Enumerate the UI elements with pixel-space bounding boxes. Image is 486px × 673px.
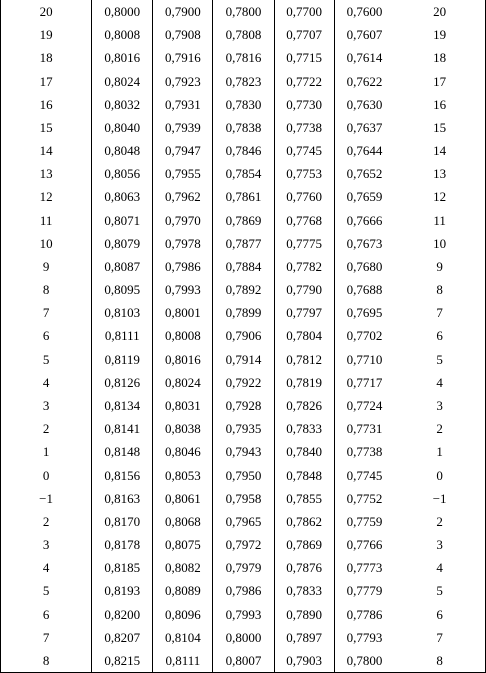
table-row [1, 649, 486, 673]
value-col-3: 0,7972 [213, 533, 274, 556]
row-label-right: 2 [436, 421, 443, 437]
value-col-5: 0,7652 [334, 162, 394, 185]
value-col-1: 0,8032 [92, 93, 153, 116]
table-row [1, 324, 486, 347]
value-col-3: 0,7928 [213, 394, 274, 417]
value-col-2: 0,7993 [153, 278, 213, 301]
value-col-5: 0,7607 [334, 23, 394, 46]
row-label-right: 8 [436, 282, 443, 298]
value-col-3: 0,7823 [213, 70, 274, 93]
row-label-left: 7 [42, 305, 50, 321]
row-label-left: 15 [39, 119, 53, 135]
table-row [1, 556, 486, 579]
value-col-3: 0,8007 [213, 649, 274, 673]
value-col-1: 0,8024 [92, 70, 153, 93]
row-label-right: 5 [436, 351, 443, 367]
row-label-right: 8 [436, 652, 443, 668]
row-label-right: 1 [436, 444, 443, 460]
row-label-right: 3 [436, 537, 443, 553]
row-label-right: 19 [433, 27, 447, 43]
value-col-4: 0,7775 [274, 232, 334, 255]
value-col-4: 0,7707 [274, 23, 334, 46]
value-col-4: 0,7804 [274, 324, 334, 347]
row-label-right: 9 [436, 258, 443, 274]
table-row [1, 93, 486, 116]
value-col-1: 0,8178 [92, 533, 153, 556]
table-row [1, 232, 486, 255]
row-label-right: 13 [433, 166, 447, 182]
row-label-left: 7 [42, 629, 50, 645]
value-col-5: 0,7702 [334, 324, 394, 347]
row-label-right: 11 [433, 212, 446, 228]
value-col-1: 0,8215 [92, 649, 153, 673]
row-label-left: 2 [42, 421, 50, 437]
value-col-4: 0,7897 [274, 626, 334, 649]
value-col-5: 0,7666 [334, 209, 394, 232]
row-label-left: 20 [39, 4, 53, 20]
row-label-right: 4 [436, 560, 443, 576]
value-col-3: 0,7950 [213, 463, 274, 486]
value-col-4: 0,7700 [274, 0, 334, 23]
table-row [1, 301, 486, 324]
table-row [1, 394, 486, 417]
value-col-5: 0,7680 [334, 255, 394, 278]
value-col-4: 0,7797 [274, 301, 334, 324]
row-label-left: 14 [39, 143, 53, 159]
row-label-right: 6 [436, 606, 443, 622]
value-col-4: 0,7833 [274, 417, 334, 440]
row-label-right: 12 [433, 189, 447, 205]
value-col-5: 0,7759 [334, 510, 394, 533]
value-col-1: 0,8170 [92, 510, 153, 533]
value-col-2: 0,8031 [153, 394, 213, 417]
value-col-5: 0,7688 [334, 278, 394, 301]
value-col-3: 0,7884 [213, 255, 274, 278]
row-label-right: 3 [436, 398, 443, 413]
value-col-3: 0,7869 [213, 209, 274, 232]
value-col-1: 0,8148 [92, 440, 153, 463]
value-col-5: 0,7659 [334, 185, 394, 208]
value-col-1: 0,8119 [92, 348, 153, 371]
row-label-left: 5 [42, 351, 50, 367]
row-label-left: 18 [39, 50, 53, 66]
row-label-left: 9 [42, 258, 50, 274]
value-col-5: 0,7600 [334, 0, 394, 23]
table-row [1, 487, 486, 510]
value-col-4: 0,7848 [274, 463, 334, 486]
value-col-2: 0,7986 [153, 255, 213, 278]
table-row [1, 0, 486, 23]
value-col-5: 0,7773 [334, 556, 394, 579]
row-label-left: 0 [42, 467, 50, 483]
value-col-3: 0,7816 [213, 46, 274, 69]
value-col-4: 0,7869 [274, 533, 334, 556]
value-col-3: 0,7914 [213, 348, 274, 371]
row-label-left: −1 [39, 490, 54, 506]
value-col-3: 0,7892 [213, 278, 274, 301]
value-col-1: 0,8071 [92, 209, 153, 232]
value-col-1: 0,8103 [92, 301, 153, 324]
value-col-4: 0,7903 [274, 649, 334, 673]
value-col-2: 0,8089 [153, 579, 213, 602]
value-col-5: 0,7731 [334, 417, 394, 440]
value-col-2: 0,7923 [153, 70, 213, 93]
value-col-3: 0,7935 [213, 417, 274, 440]
value-col-3: 0,7958 [213, 487, 274, 510]
value-col-1: 0,8185 [92, 556, 153, 579]
value-col-3: 0,7993 [213, 602, 274, 625]
value-col-4: 0,7715 [274, 46, 334, 69]
value-col-5: 0,7766 [334, 533, 394, 556]
table-row [1, 417, 486, 440]
row-label-right: 10 [433, 235, 447, 251]
row-label-left: 11 [39, 212, 53, 228]
value-col-1: 0,8134 [92, 394, 153, 417]
value-col-5: 0,7779 [334, 579, 394, 602]
value-col-4: 0,7790 [274, 278, 334, 301]
value-col-2: 0,7931 [153, 93, 213, 116]
value-col-2: 0,8038 [153, 417, 213, 440]
row-label-right: 18 [433, 50, 447, 66]
table-row [1, 626, 486, 649]
table-row [1, 185, 486, 208]
row-label-right: 7 [436, 629, 443, 645]
value-col-5: 0,7745 [334, 463, 394, 486]
value-col-3: 0,7838 [213, 116, 274, 139]
value-col-2: 0,8111 [153, 649, 213, 673]
value-col-1: 0,8163 [92, 487, 153, 510]
value-col-4: 0,7819 [274, 371, 334, 394]
table-row [1, 139, 486, 162]
row-label-right: −1 [432, 490, 447, 506]
value-col-1: 0,8016 [92, 46, 153, 69]
table-row [1, 46, 486, 69]
row-label-right: 4 [436, 374, 443, 390]
row-label-left: 8 [42, 282, 50, 298]
value-col-2: 0,8001 [153, 301, 213, 324]
value-col-3: 0,7965 [213, 510, 274, 533]
value-col-2: 0,8046 [153, 440, 213, 463]
value-col-3: 0,7943 [213, 440, 274, 463]
row-label-left: 1 [42, 444, 50, 460]
value-col-3: 0,7986 [213, 579, 274, 602]
value-col-2: 0,7962 [153, 185, 213, 208]
table-row [1, 371, 486, 394]
value-col-1: 0,8063 [92, 185, 153, 208]
value-col-2: 0,7900 [153, 0, 213, 23]
value-col-1: 0,8193 [92, 579, 153, 602]
value-col-4: 0,7840 [274, 440, 334, 463]
row-label-right: 2 [436, 513, 443, 529]
table-row [1, 440, 486, 463]
value-col-3: 0,7861 [213, 185, 274, 208]
row-label-left: 4 [42, 560, 50, 576]
value-col-1: 0,8079 [92, 232, 153, 255]
value-col-2: 0,7947 [153, 139, 213, 162]
row-label-left: 3 [42, 537, 50, 553]
value-col-4: 0,7876 [274, 556, 334, 579]
table-row [1, 116, 486, 139]
row-label-right: 20 [433, 4, 447, 20]
value-col-2: 0,8075 [153, 533, 213, 556]
value-col-3: 0,7830 [213, 93, 274, 116]
value-col-1: 0,8087 [92, 255, 153, 278]
value-col-1: 0,8111 [92, 324, 153, 347]
value-col-2: 0,8061 [153, 487, 213, 510]
value-col-5: 0,7695 [334, 301, 394, 324]
table-row [1, 348, 486, 371]
value-col-2: 0,7970 [153, 209, 213, 232]
row-label-left: 4 [42, 374, 50, 390]
value-col-4: 0,7812 [274, 348, 334, 371]
table-row [1, 579, 486, 602]
row-label-left: 16 [39, 96, 53, 112]
value-col-5: 0,7752 [334, 487, 394, 510]
table-row [1, 70, 486, 93]
value-col-1: 0,8040 [92, 116, 153, 139]
value-col-2: 0,8082 [153, 556, 213, 579]
value-col-5: 0,7793 [334, 626, 394, 649]
value-col-2: 0,8104 [153, 626, 213, 649]
value-col-5: 0,7622 [334, 70, 394, 93]
value-col-1: 0,8126 [92, 371, 153, 394]
value-col-4: 0,7738 [274, 116, 334, 139]
row-label-left: 17 [39, 73, 53, 89]
row-label-left: 6 [42, 606, 50, 622]
value-col-2: 0,8008 [153, 324, 213, 347]
value-col-1: 0,8156 [92, 463, 153, 486]
row-label-left: 12 [39, 189, 53, 205]
value-col-1: 0,8000 [92, 0, 153, 23]
value-col-5: 0,7630 [334, 93, 394, 116]
value-col-3: 0,7877 [213, 232, 274, 255]
value-col-3: 0,7899 [213, 301, 274, 324]
value-col-5: 0,7717 [334, 371, 394, 394]
value-col-4: 0,7782 [274, 255, 334, 278]
value-col-5: 0,7637 [334, 116, 394, 139]
table-row [1, 602, 486, 625]
value-col-2: 0,7908 [153, 23, 213, 46]
value-col-2: 0,7978 [153, 232, 213, 255]
row-label-right: 7 [436, 305, 443, 321]
row-label-right: 6 [436, 328, 443, 344]
table-row [1, 209, 486, 232]
table-row [1, 23, 486, 46]
value-col-4: 0,7768 [274, 209, 334, 232]
value-col-1: 0,8095 [92, 278, 153, 301]
row-label-left: 3 [42, 398, 50, 413]
row-label-left: 2 [42, 513, 50, 529]
row-label-left: 13 [39, 166, 53, 182]
row-label-right: 17 [433, 73, 447, 89]
value-col-4: 0,7833 [274, 579, 334, 602]
value-col-5: 0,7786 [334, 602, 394, 625]
row-label-left: 10 [39, 235, 53, 251]
table-row [1, 510, 486, 533]
value-col-1: 0,8008 [92, 23, 153, 46]
value-col-3: 0,7854 [213, 162, 274, 185]
row-label-left: 6 [42, 328, 50, 344]
row-label-right: 15 [433, 119, 447, 135]
row-label-right: 14 [433, 143, 447, 159]
value-col-4: 0,7722 [274, 70, 334, 93]
value-col-4: 0,7745 [274, 139, 334, 162]
value-col-1: 0,8207 [92, 626, 153, 649]
value-col-1: 0,8200 [92, 602, 153, 625]
value-col-2: 0,7955 [153, 162, 213, 185]
value-col-2: 0,8016 [153, 348, 213, 371]
value-col-5: 0,7644 [334, 139, 394, 162]
value-col-4: 0,7753 [274, 162, 334, 185]
value-col-4: 0,7890 [274, 602, 334, 625]
value-col-5: 0,7673 [334, 232, 394, 255]
value-col-2: 0,8068 [153, 510, 213, 533]
table-row [1, 255, 486, 278]
value-col-5: 0,7710 [334, 348, 394, 371]
value-col-3: 0,7846 [213, 139, 274, 162]
table-body [1, 0, 486, 673]
value-col-2: 0,7939 [153, 116, 213, 139]
value-col-2: 0,7916 [153, 46, 213, 69]
value-col-3: 0,8000 [213, 626, 274, 649]
table-row [1, 162, 486, 185]
row-label-left: 19 [39, 27, 53, 43]
value-col-2: 0,8053 [153, 463, 213, 486]
value-col-1: 0,8048 [92, 139, 153, 162]
value-col-2: 0,8024 [153, 371, 213, 394]
value-col-4: 0,7760 [274, 185, 334, 208]
value-col-5: 0,7800 [334, 649, 394, 673]
table-row [1, 533, 486, 556]
row-label-right: 16 [433, 96, 447, 112]
value-col-3: 0,7808 [213, 23, 274, 46]
value-col-3: 0,7979 [213, 556, 274, 579]
row-label-left: 8 [42, 652, 50, 668]
value-col-3: 0,7922 [213, 371, 274, 394]
value-col-1: 0,8056 [92, 162, 153, 185]
value-col-5: 0,7724 [334, 394, 394, 417]
row-label-left: 5 [42, 583, 50, 599]
value-col-5: 0,7738 [334, 440, 394, 463]
value-col-4: 0,7862 [274, 510, 334, 533]
value-col-5: 0,7614 [334, 46, 394, 69]
value-col-4: 0,7855 [274, 487, 334, 510]
value-col-3: 0,7800 [213, 0, 274, 23]
table-row [1, 463, 486, 486]
row-label-right: 0 [436, 467, 443, 483]
row-label-right: 5 [436, 583, 443, 599]
value-col-4: 0,7826 [274, 394, 334, 417]
value-col-2: 0,8096 [153, 602, 213, 625]
value-col-3: 0,7906 [213, 324, 274, 347]
table-row [1, 278, 486, 301]
value-col-4: 0,7730 [274, 93, 334, 116]
value-col-1: 0,8141 [92, 417, 153, 440]
